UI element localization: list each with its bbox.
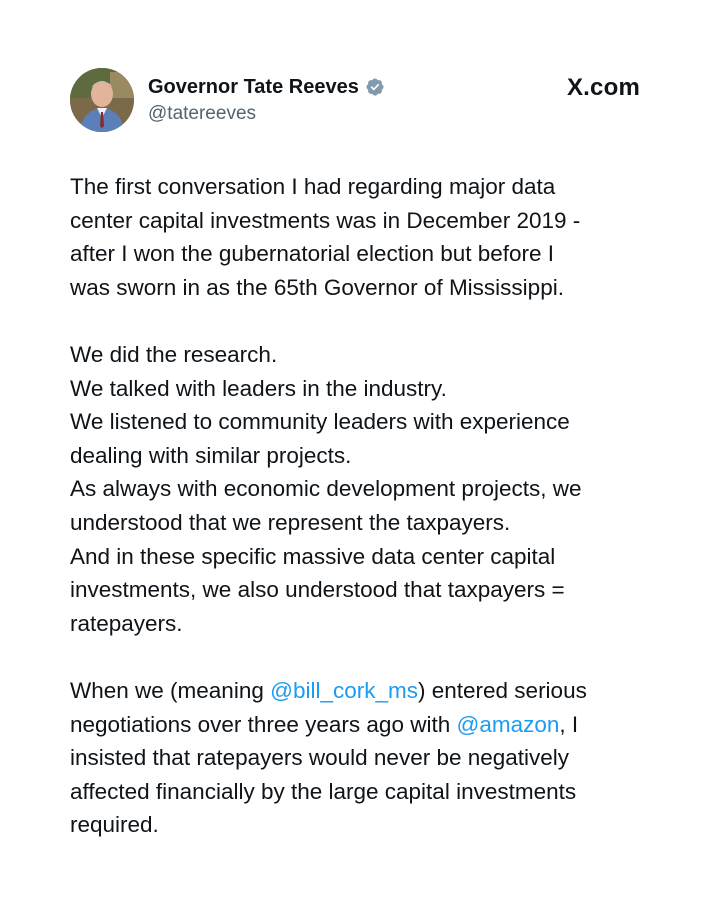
text-line: center capital investments was in December 2019 - bbox=[70, 207, 581, 233]
profile-photo bbox=[70, 68, 134, 132]
text-line: required. bbox=[70, 812, 159, 838]
display-name[interactable]: Governor Tate Reeves bbox=[148, 75, 359, 98]
text-line: As always with economic development projects, we bbox=[70, 476, 582, 502]
paragraph-2 bbox=[70, 338, 660, 640]
post-body bbox=[70, 170, 660, 842]
text-line: affected financially by the large capital investments bbox=[70, 778, 577, 804]
text-line: We talked with leaders in the industry. bbox=[70, 375, 447, 401]
text-line: We listened to community leaders with experience bbox=[70, 409, 570, 435]
text-line: When we (meaning bbox=[70, 677, 271, 703]
text-line: , I bbox=[559, 711, 579, 737]
mention-link-amazon[interactable]: @amazon bbox=[456, 711, 560, 737]
text-line: after I won the gubernatorial election but before I bbox=[70, 241, 555, 267]
paragraph-1 bbox=[70, 170, 660, 304]
text-line: insisted that ratepayers would never be negatively bbox=[70, 745, 570, 771]
post-header bbox=[70, 68, 650, 138]
text-line: ) entered serious bbox=[418, 677, 587, 703]
text-line: investments, we also understood that taxpayers = bbox=[70, 577, 565, 603]
text-line: The first conversation I had regarding major data bbox=[70, 174, 556, 199]
verified-badge-icon bbox=[365, 77, 385, 97]
author-names bbox=[148, 74, 385, 125]
paragraph-3 bbox=[70, 674, 660, 842]
mention-link-bill-cork[interactable]: @bill_cork_ms bbox=[270, 677, 418, 703]
text-line: ratepayers. bbox=[70, 610, 183, 636]
text-line: And in these specific massive data center capital bbox=[70, 543, 556, 569]
text-line: dealing with similar projects. bbox=[70, 442, 352, 468]
author-handle[interactable]: @tatereeves bbox=[148, 103, 257, 124]
avatar[interactable] bbox=[70, 68, 134, 132]
text-line: was sworn in as the 65th Governor of Mississippi. bbox=[70, 274, 564, 300]
text-line: understood that we represent the taxpayers. bbox=[70, 509, 511, 535]
text-line: We did the research. bbox=[70, 341, 278, 367]
brand-label: X.com bbox=[566, 74, 640, 101]
text-line: negotiations over three years ago with bbox=[70, 711, 457, 737]
